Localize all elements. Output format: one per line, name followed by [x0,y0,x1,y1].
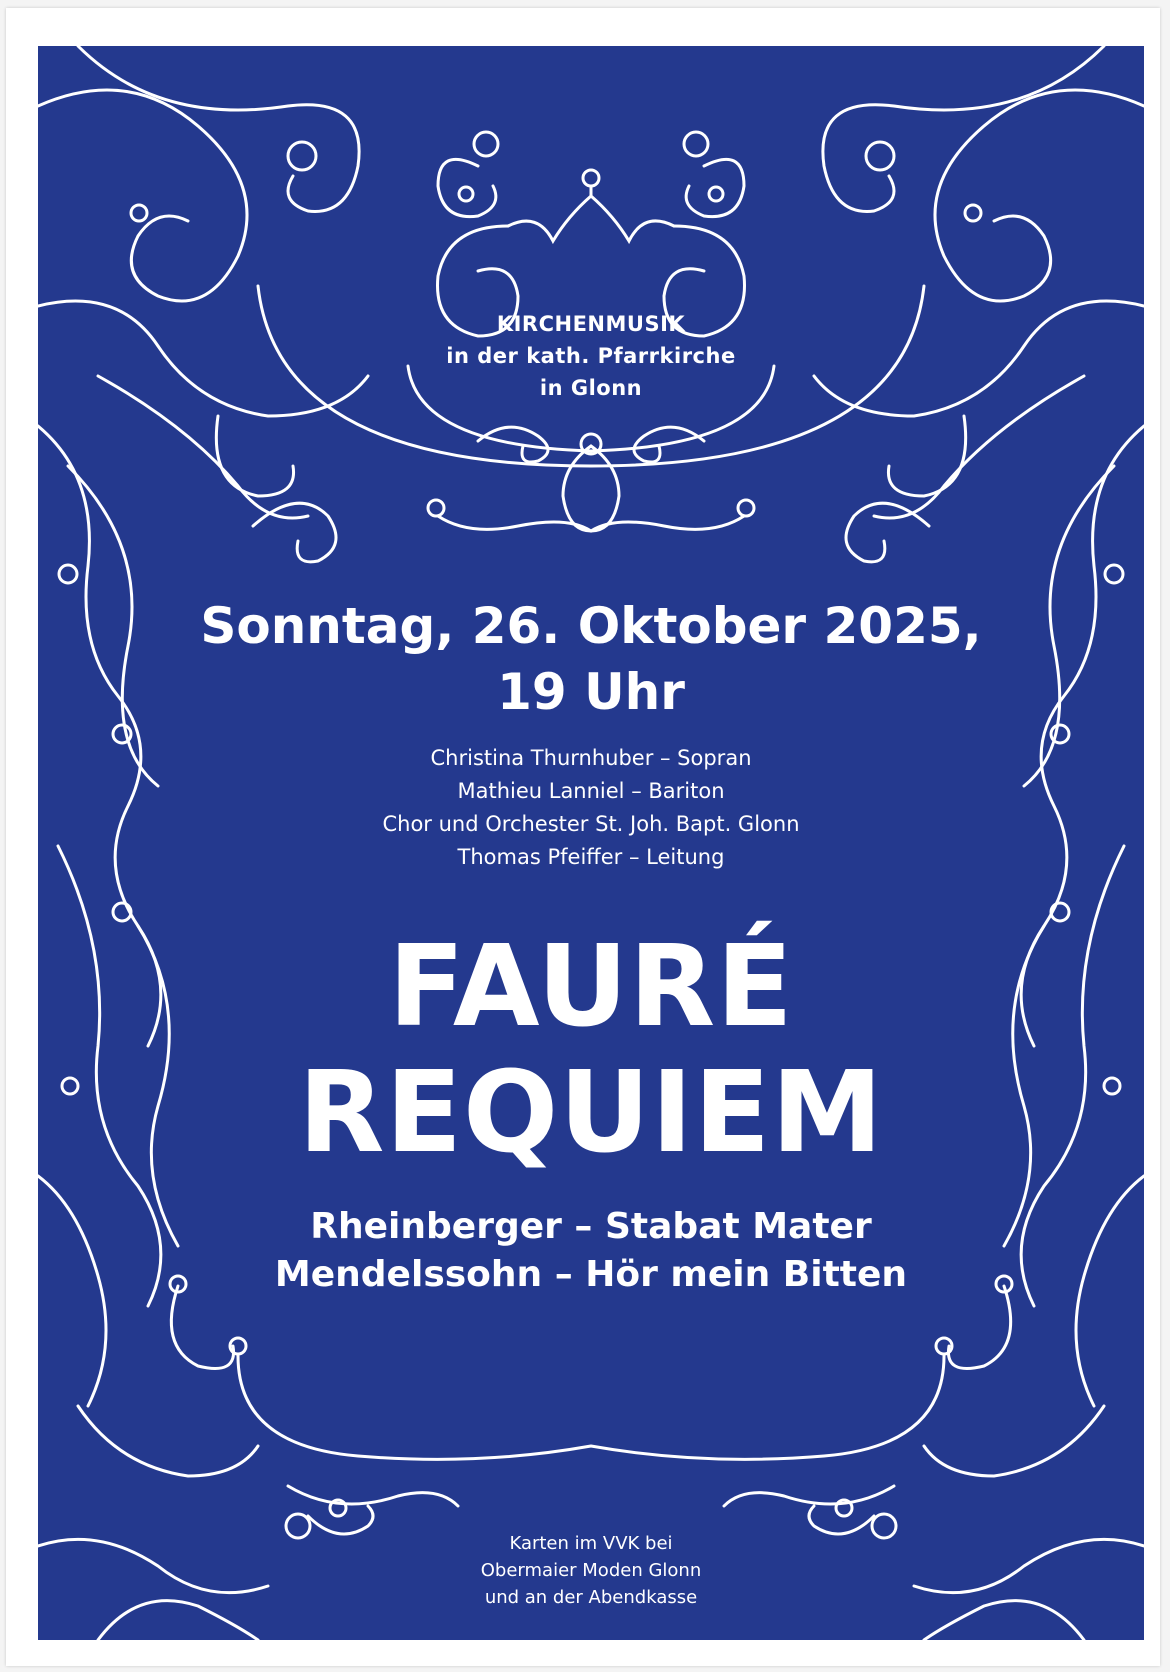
poster-sheet [6,8,1160,1666]
header-title: KIRCHENMUSIK [496,312,686,336]
top-left-flourish [38,90,247,301]
crown-ornament [508,196,674,241]
center-knot [563,446,619,531]
ticket-info-line-1: Karten im VVK bei [509,1533,673,1554]
performer-conductor: Thomas Pfeiffer – Leitung [457,845,725,869]
performer-baritone: Mathieu Lanniel – Bariton [457,779,725,803]
performer-soprano: Christina Thurnhuber – Sopran [430,746,752,770]
ticket-info-line-3: und an der Abendkasse [484,1587,698,1608]
title-work: REQUIEM [298,1048,884,1178]
work-mendelssohn: Mendelssohn – Hör mein Bitten [274,1254,908,1295]
title-composer: FAURÉ [388,922,794,1052]
concert-time: 19 Uhr [497,663,685,721]
concert-date: Sonntag, 26. Oktober 2025, [200,597,982,655]
header-subtitle: in der kath. Pfarrkirche [446,344,736,368]
bottom-arch [238,1356,944,1459]
work-rheinberger: Rheinberger – Stabat Mater [310,1206,872,1247]
crown-jewel [583,170,599,186]
top-right-flourish [935,90,1144,301]
header-location: in Glonn [539,376,643,400]
concert-poster [38,46,1144,1640]
performer-choir: Chor und Orchester St. Joh. Bapt. Glonn [382,812,800,836]
ticket-info-line-2: Obermaier Moden Glonn [480,1560,702,1581]
